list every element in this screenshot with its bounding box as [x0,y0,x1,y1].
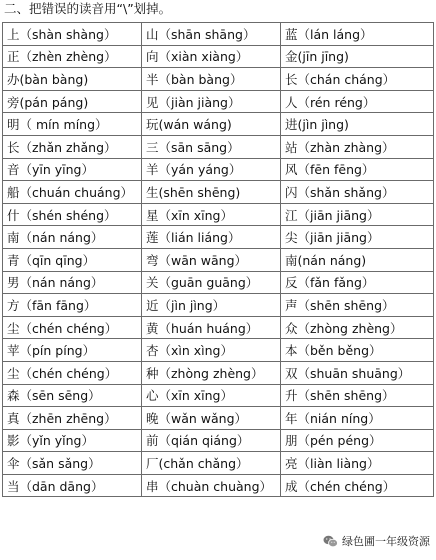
pinyin-cell: 男（nán náng） [3,271,142,294]
table-row [3,361,434,384]
pinyin-cell: 上（shàn shàng） [3,23,142,46]
pinyin-cell: 半（bàn bàng） [142,68,281,91]
pinyin-cell: 苹（pín píng） [3,339,142,362]
pinyin-cell: 音（yīn yīng） [3,158,142,181]
pinyin-cell: 江（jiān jiāng） [281,203,434,226]
watermark [323,533,430,549]
pinyin-cell: 影（yǐn yǐng） [3,429,142,452]
table-row [3,158,434,181]
pinyin-cell: 旁(pán páng) [3,90,142,113]
pinyin-cell: 晚（wǎn wǎng） [142,407,281,430]
pinyin-cell: 风（fēn fēng） [281,158,434,181]
pinyin-cell: 向（xiàn xiàng） [142,45,281,68]
pinyin-cell: 闪（shǎn shǎng） [281,181,434,204]
pinyin-cell: 站（zhàn zhàng） [281,135,434,158]
table-row [3,452,434,475]
pinyin-cell: 朋（pén péng） [281,429,434,452]
pinyin-cell: 三（sān sāng） [142,135,281,158]
table-row [3,384,434,407]
table-row [3,68,434,91]
pinyin-cell: 伞（sǎn sǎng） [3,452,142,475]
pinyin-cell: 什（shén shéng） [3,203,142,226]
table-row [3,294,434,317]
pinyin-cell: 见（jiàn jiàng） [142,90,281,113]
pinyin-cell: 南（nán náng） [3,226,142,249]
pinyin-cell: 明（ mín míng） [3,113,142,136]
pinyin-cell: 杏（xìn xìng） [142,339,281,362]
pinyin-cell: 船（chuán chuáng） [3,181,142,204]
pinyin-table-body [3,23,434,497]
pinyin-cell: 金(jīn jīng) [281,45,434,68]
pinyin-cell: 正（zhèn zhèng） [3,45,142,68]
pinyin-cell: 办(bàn bàng) [3,68,142,91]
pinyin-cell: 成（chén chéng） [281,474,434,497]
pinyin-cell: 双（shuān shuāng） [281,361,434,384]
pinyin-cell: 进(jìn jìng) [281,113,434,136]
pinyin-cell: 反（fǎn fǎng） [281,271,434,294]
pinyin-cell: 尖（jiān jiāng） [281,226,434,249]
table-row [3,135,434,158]
pinyin-cell: 南(nán náng) [281,248,434,271]
table-row [3,474,434,497]
table-row [3,23,434,46]
pinyin-cell: 山（shān shāng） [142,23,281,46]
table-row [3,339,434,362]
table-row [3,90,434,113]
table-row [3,407,434,430]
pinyin-cell: 种（zhòng zhèng） [142,361,281,384]
table-row [3,45,434,68]
pinyin-cell: 方（fān fāng） [3,294,142,317]
pinyin-cell: 真（zhēn zhēng） [3,407,142,430]
table-row [3,113,434,136]
table-row [3,316,434,339]
exercise-heading: 二、把错误的读音用“\”划掉。 [4,1,172,16]
pinyin-cell: 森（sēn sēng） [3,384,142,407]
table-row [3,181,434,204]
table-row [3,203,434,226]
pinyin-cell: 蓝（lán láng） [281,23,434,46]
table-row [3,248,434,271]
pinyin-cell: 羊（yán yáng） [142,158,281,181]
pinyin-cell: 青（qīn qīng） [3,248,142,271]
pinyin-cell: 关（guān guāng） [142,271,281,294]
pinyin-cell: 玩(wán wáng) [142,113,281,136]
pinyin-cell: 年（nián níng） [281,407,434,430]
pinyin-cell: 弯（wān wāng） [142,248,281,271]
pinyin-cell: 长（zhǎn zhǎng） [3,135,142,158]
pinyin-table [2,22,434,497]
table-row [3,429,434,452]
pinyin-cell: 黄（huán huáng） [142,316,281,339]
pinyin-cell: 串（chuàn chuàng） [142,474,281,497]
pinyin-cell: 近（jìn jìng） [142,294,281,317]
pinyin-cell: 星（xīn xīng） [142,203,281,226]
pinyin-cell: 众（zhòng zhèng） [281,316,434,339]
pinyin-cell: 厂(chǎn chǎng） [142,452,281,475]
pinyin-cell: 尘（chén chéng） [3,361,142,384]
table-row [3,271,434,294]
pinyin-cell: 生(shēn shēng) [142,181,281,204]
pinyin-cell: 人（rén réng） [281,90,434,113]
pinyin-cell: 长（chán cháng） [281,68,434,91]
pinyin-cell: 本（běn běng） [281,339,434,362]
pinyin-cell: 亮（liàn liàng） [281,452,434,475]
watermark-text: 绿色圃一年级资源 [342,535,430,548]
pinyin-cell: 声（shēn shēng） [281,294,434,317]
pinyin-cell: 心（xīn xīng） [142,384,281,407]
pinyin-cell: 尘（chén chéng） [3,316,142,339]
table-row [3,226,434,249]
wechat-icon [323,535,338,548]
pinyin-cell: 当（dān dāng） [3,474,142,497]
pinyin-cell: 前（qián qiáng） [142,429,281,452]
pinyin-cell: 莲（lián liáng） [142,226,281,249]
pinyin-cell: 升（shēn shēng） [281,384,434,407]
